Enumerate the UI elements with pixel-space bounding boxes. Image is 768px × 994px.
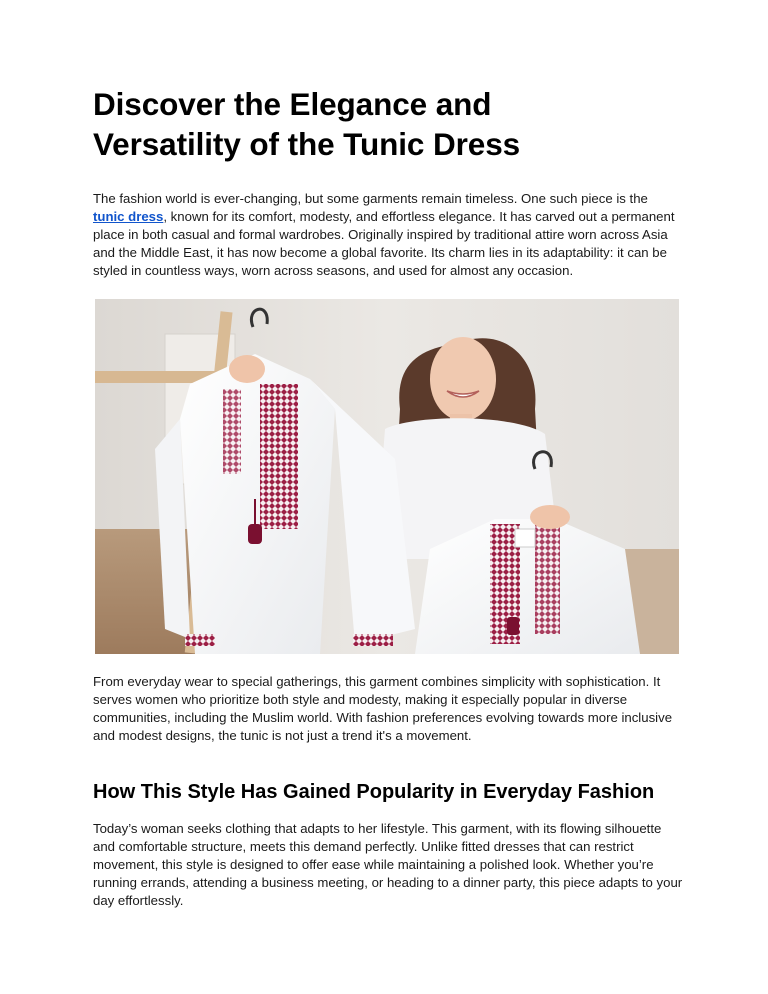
intro-paragraph <box>93 190 683 280</box>
title-line-1: Discover the Elegance and <box>93 86 492 122</box>
page-title <box>93 84 683 164</box>
intro-text-before-link: The fashion world is ever-changing, but some garments remain timeless. One such piece is the <box>93 191 648 206</box>
intro-text-after-link: , known for its comfort, modesty, and effortless elegance. It has carved out a permanent place in both casual and formal wardrobes. Originally inspired by traditional attire worn across Asia and the Middle East, it has now become a global favorite. Its charm lies in its adaptability: it can be styled in countless ways, worn across seasons, and used for almost any occasion. <box>93 209 675 278</box>
article <box>93 84 683 908</box>
paragraph-todays-woman: Today’s woman seeks clothing that adapts to her lifestyle. This garment, with its flowing silhouette and comfortable structure, meets this demand perfectly. Unlike fitted dresses that can restrict movement, this style is designed to offer ease while maintaining a polished look. Whether you’re running errands, attending a business meeting, or heading to a dinner party, this piece adapts to your day effortlessly. <box>93 821 683 908</box>
tunic-photo-illustration <box>95 299 679 654</box>
section-heading: How This Style Has Gained Popularity in Everyday Fashion <box>93 781 655 803</box>
hero-photo <box>95 299 679 654</box>
paragraph-everyday-wear: From everyday wear to special gatherings, this garment combines simplicity with sophistication. It serves women who prioritize both style and modesty, making it especially popular in diverse communities, including the Muslim world. With fashion preferences evolving towards more inclusive and modest designs, the tunic is not just a trend it's a movement. <box>93 674 673 743</box>
title-line-2: Versatility of the Tunic Dress <box>93 126 521 162</box>
tunic-dress-link[interactable]: tunic dress <box>93 209 164 224</box>
